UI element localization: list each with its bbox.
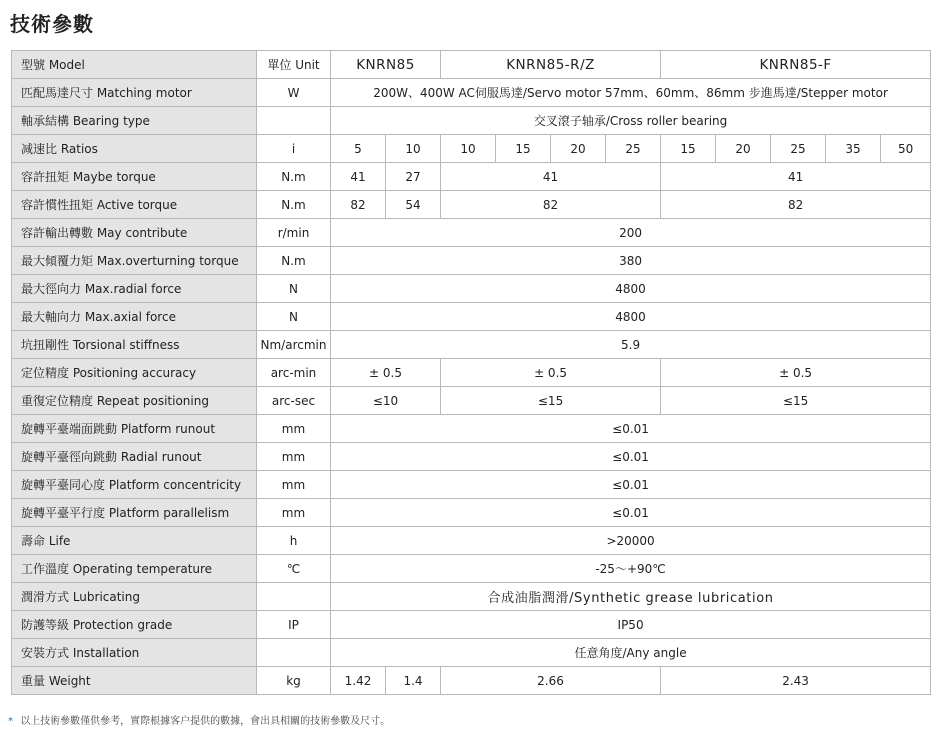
row-positioning-accuracy — [12, 359, 931, 387]
model-knrn85-f: KNRN85-F — [661, 51, 931, 79]
footnote-star: * — [8, 716, 13, 727]
ratio-cell: 10 — [441, 135, 496, 163]
row-overturning-torque — [12, 247, 931, 275]
value-cell: 合成油脂潤滑/Synthetic grease lubrication — [331, 583, 931, 611]
ratio-cell: 10 — [386, 135, 441, 163]
model-knrn85: KNRN85 — [331, 51, 441, 79]
unit-cell: N.m — [257, 247, 331, 275]
ratio-cell: 5 — [331, 135, 386, 163]
row-label: 最大軸向力 Max.axial force — [12, 303, 257, 331]
row-label: 旋轉平臺端面跳動 Platform runout — [12, 415, 257, 443]
value-cell: 380 — [331, 247, 931, 275]
row-label: 容許扭矩 Maybe torque — [12, 163, 257, 191]
unit-cell — [257, 583, 331, 611]
row-radial-runout — [12, 443, 931, 471]
value-cell: ≤0.01 — [331, 499, 931, 527]
row-platform-runout — [12, 415, 931, 443]
row-maybe-torque — [12, 163, 931, 191]
row-torsional-stiffness — [12, 331, 931, 359]
row-label: 重量 Weight — [12, 667, 257, 695]
ratio-cell: 15 — [496, 135, 551, 163]
value-cell: 200 — [331, 219, 931, 247]
row-label: 旋轉平臺平行度 Platform parallelism — [12, 499, 257, 527]
value-cell: ≤0.01 — [331, 443, 931, 471]
unit-cell: IP — [257, 611, 331, 639]
value-cell: 1.4 — [386, 667, 441, 695]
row-label: 匹配馬達尺寸 Matching motor — [12, 79, 257, 107]
row-label: 最大傾覆力矩 Max.overturning torque — [12, 247, 257, 275]
value-cell: ± 0.5 — [331, 359, 441, 387]
ratio-cell: 35 — [826, 135, 881, 163]
unit-cell — [257, 639, 331, 667]
value-cell: 41 — [441, 163, 661, 191]
value-cell: 任意角度/Any angle — [331, 639, 931, 667]
row-platform-concentricity — [12, 471, 931, 499]
unit-cell: N — [257, 275, 331, 303]
row-installation — [12, 639, 931, 667]
model-knrn85-rz: KNRN85-R/Z — [441, 51, 661, 79]
value-cell: ≤0.01 — [331, 471, 931, 499]
row-active-torque — [12, 191, 931, 219]
footnote — [8, 712, 390, 727]
unit-cell: kg — [257, 667, 331, 695]
row-label: 容許慣性扭矩 Active torque — [12, 191, 257, 219]
value-cell: 2.66 — [441, 667, 661, 695]
unit-cell: r/min — [257, 219, 331, 247]
ratio-cell: 20 — [551, 135, 606, 163]
value-cell: ± 0.5 — [661, 359, 931, 387]
ratio-cell: 50 — [881, 135, 931, 163]
value-cell: 27 — [386, 163, 441, 191]
ratio-cell: 25 — [606, 135, 661, 163]
unit-cell: N.m — [257, 191, 331, 219]
value-cell: 41 — [331, 163, 386, 191]
row-repeat-positioning — [12, 387, 931, 415]
unit-cell: 單位 Unit — [257, 51, 331, 79]
value-cell: ± 0.5 — [441, 359, 661, 387]
unit-cell: mm — [257, 499, 331, 527]
row-may-contribute — [12, 219, 931, 247]
unit-cell: N — [257, 303, 331, 331]
unit-cell: h — [257, 527, 331, 555]
row-label: 壽命 Life — [12, 527, 257, 555]
row-radial-force — [12, 275, 931, 303]
ratio-cell: 20 — [716, 135, 771, 163]
header-row — [12, 51, 931, 79]
unit-cell: W — [257, 79, 331, 107]
unit-cell: arc-min — [257, 359, 331, 387]
unit-cell: Nm/arcmin — [257, 331, 331, 359]
value-cell: 5.9 — [331, 331, 931, 359]
ratio-cell: 15 — [661, 135, 716, 163]
unit-cell: mm — [257, 443, 331, 471]
value-cell: 82 — [331, 191, 386, 219]
value-cell: 41 — [661, 163, 931, 191]
row-lubricating — [12, 583, 931, 611]
row-life — [12, 527, 931, 555]
value-cell: 交叉滾子轴承/Cross roller bearing — [331, 107, 931, 135]
row-label: 坑扭剛性 Torsional stiffness — [12, 331, 257, 359]
value-cell: ≤15 — [441, 387, 661, 415]
value-cell: 54 — [386, 191, 441, 219]
row-matching-motor — [12, 79, 931, 107]
value-cell: 1.42 — [331, 667, 386, 695]
unit-cell: mm — [257, 471, 331, 499]
value-cell: 82 — [661, 191, 931, 219]
row-label: 容許輸出轉數 May contribute — [12, 219, 257, 247]
page-title: 技術參數 — [10, 12, 94, 36]
unit-cell — [257, 107, 331, 135]
row-label: 潤滑方式 Lubricating — [12, 583, 257, 611]
row-axial-force — [12, 303, 931, 331]
row-label: 型號 Model — [12, 51, 257, 79]
value-cell: 4800 — [331, 303, 931, 331]
row-label: 减速比 Ratios — [12, 135, 257, 163]
row-label: 最大徑向力 Max.radial force — [12, 275, 257, 303]
value-cell: IP50 — [331, 611, 931, 639]
row-label: 工作溫度 Operating temperature — [12, 555, 257, 583]
row-label: 軸承結構 Bearing type — [12, 107, 257, 135]
value-cell: >20000 — [331, 527, 931, 555]
value-cell: -25～+90℃ — [331, 555, 931, 583]
ratio-cell: 25 — [771, 135, 826, 163]
row-weight — [12, 667, 931, 695]
row-label: 定位精度 Positioning accuracy — [12, 359, 257, 387]
value-cell: ≤15 — [661, 387, 931, 415]
value-cell: 2.43 — [661, 667, 931, 695]
footnote-text: 以上技術參數僅供參考，實際根據客户提供的數據，會出具相關的技術參數及尺寸。 — [20, 716, 391, 727]
row-platform-parallelism — [12, 499, 931, 527]
row-label: 防護等級 Protection grade — [12, 611, 257, 639]
row-label: 重復定位精度 Repeat positioning — [12, 387, 257, 415]
value-cell: ≤10 — [331, 387, 441, 415]
unit-cell: arc-sec — [257, 387, 331, 415]
row-protection-grade — [12, 611, 931, 639]
spec-table — [11, 50, 931, 695]
row-ratios — [12, 135, 931, 163]
value-cell: 200W、400W AC伺服馬達/Servo motor 57mm、60mm、86mm 步進馬達/Stepper motor — [331, 79, 931, 107]
unit-cell: N.m — [257, 163, 331, 191]
row-bearing-type — [12, 107, 931, 135]
unit-cell: ℃ — [257, 555, 331, 583]
row-label: 安裝方式 Installation — [12, 639, 257, 667]
row-label: 旋轉平臺徑向跳動 Radial runout — [12, 443, 257, 471]
unit-cell: mm — [257, 415, 331, 443]
value-cell: 82 — [441, 191, 661, 219]
value-cell: ≤0.01 — [331, 415, 931, 443]
value-cell: 4800 — [331, 275, 931, 303]
row-operating-temperature — [12, 555, 931, 583]
unit-cell: i — [257, 135, 331, 163]
row-label: 旋轉平臺同心度 Platform concentricity — [12, 471, 257, 499]
